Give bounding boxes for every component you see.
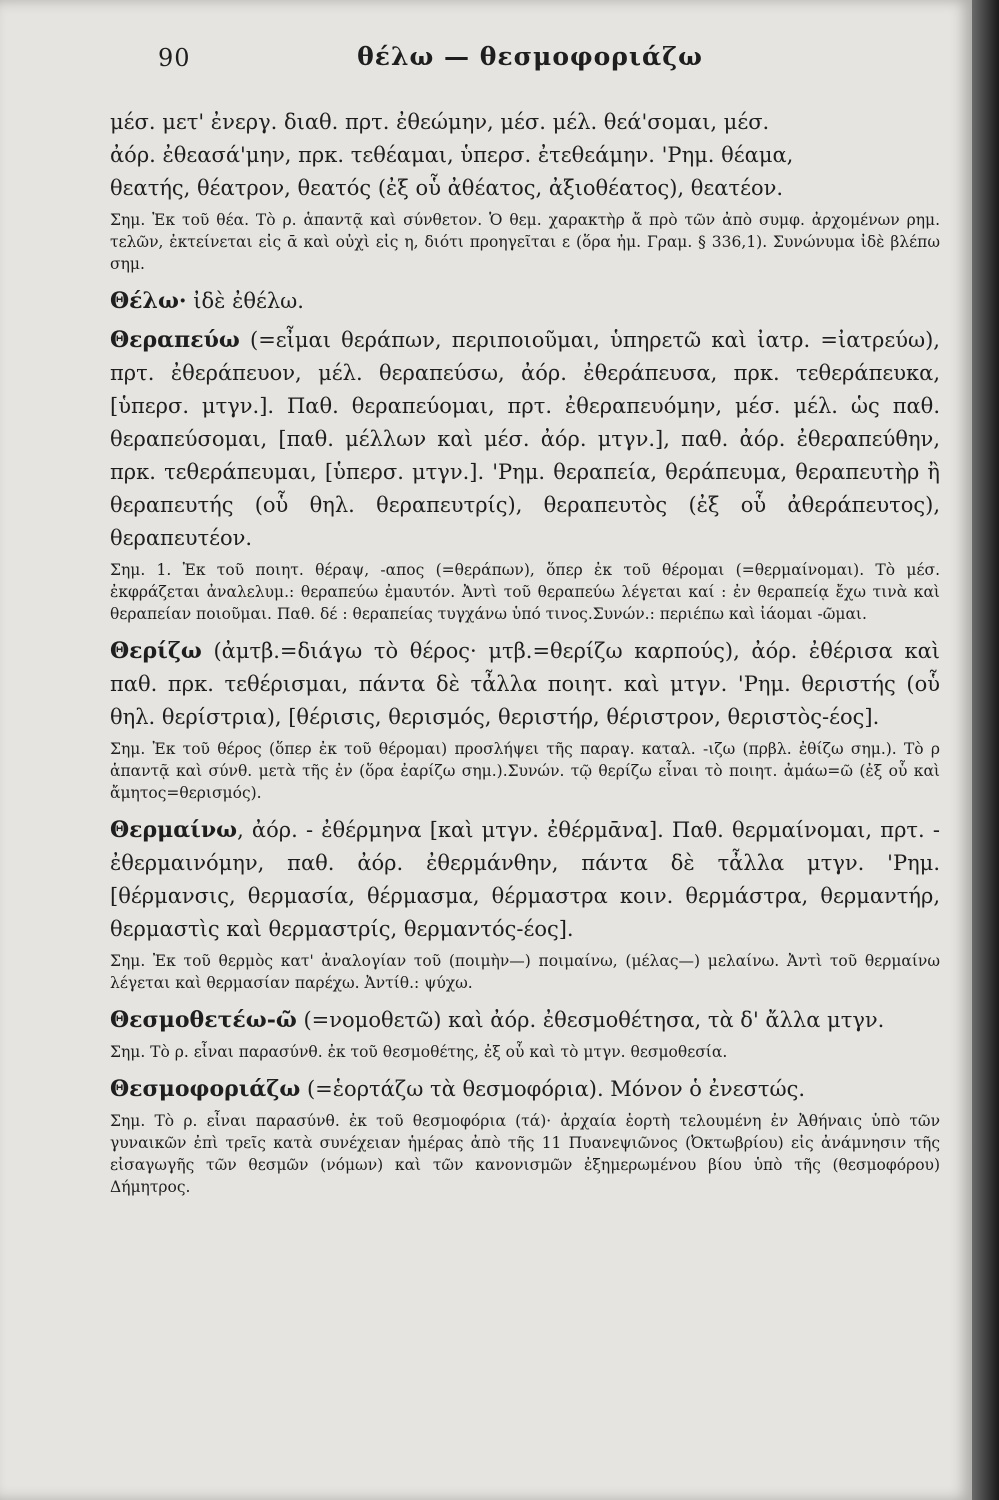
entry-note: Σημ. Τὸ ρ. εἶναι παρασύνθ. ἐκ τοῦ θεσμοθέτης, ἐξ οὗ καὶ τὸ μτγν. θεσμοθεσία. xyxy=(110,1043,728,1061)
intro-line: ἀόρ. ἐθεασά'μην, πρκ. τεθέαμαι, ὑπερσ. ἐτεθεάμην. 'Ρημ. θέαμα, xyxy=(110,143,794,167)
intro-line: θεατής, θέατρον, θεατός (ἐξ οὗ ἀθέατος, ἀξιοθέατος), θεατέον. xyxy=(110,176,784,200)
entry-text: ἰδὲ ἐθέλω. xyxy=(186,289,304,313)
page-content xyxy=(110,106,940,1208)
running-head: θέλω — θεσμοφοριάζω xyxy=(357,42,703,71)
entry-therapeuo xyxy=(110,324,940,625)
page-header xyxy=(110,42,950,82)
entry-headword: Θέλω· xyxy=(110,288,187,314)
entry-thermaino xyxy=(110,814,940,994)
entry-note: Σημ. Τὸ ρ. εἶναι παρασύνθ. ἐκ τοῦ θεσμοφόρια (τά)· ἀρχαία ἑορτὴ τελουμένη ἐν Ἀθήναις ὑπὸ τῶν γυναικῶν ἐπὶ τρεῖς κατὰ συνέχειαν ἡμέρας ἀπὸ τῆς 11 Πυανεψιῶνος (Ὀκτωβρίου) εἰς ἀνάμνησιν τῆς εἰσαγωγῆς τῶν θεσμῶν (νόμων) καὶ τῶν κανονισμῶν ἐξημερωμένου βίου ὑπὸ τῆς (θεσμοφόρου) Δήμητρος. xyxy=(110,1112,940,1196)
entry-therizo xyxy=(110,635,940,804)
intro-note: Σημ. Ἐκ τοῦ θέα. Τὸ ρ. ἁπαντᾷ καὶ σύνθετον. Ὁ θεμ. χαρακτὴρ ἄ πρὸ τῶν ἀπὸ συμφ. ἀρχομένων ρημ. τελῶν, ἐκτείνεται εἰς ᾱ καὶ οὐχὶ εἰς η, διότι προηγεῖται ε (ὅρα ἠμ. Γραμ. § 336,1). Συνώνυμα ἰδὲ βλέπω σημ. xyxy=(110,211,940,273)
entry-text: (=νομοθετῶ) καὶ ἀόρ. ἐθεσμοθέτησα, τὰ δ' ἄλλα μτγν. xyxy=(296,1008,885,1032)
entry-headword: Θεσμοφοριάζω xyxy=(110,1076,301,1102)
entry-headword: Θεραπεύω xyxy=(110,327,240,353)
entry-headword: Θεσμοθετέω-ῶ xyxy=(110,1007,297,1033)
intro-line: μέσ. μετ' ἐνεργ. διαθ. πρτ. ἐθεώμην, μέσ. μέλ. θεά'σομαι, μέσ. xyxy=(110,110,770,134)
entry-text: (=ἑορτάζω τὰ θεσμοφόρια). Μόνον ὁ ἐνεστώς. xyxy=(300,1077,806,1101)
entry-text: , ἀόρ. - ἐθέρμηνα [καὶ μτγν. ἐθέρμᾱνα]. Παθ. θερμαίνομαι, πρτ. - ἐθερμαινόμην, παθ. ἀόρ. ἐθερμάνθην, πάντα δὲ τἆλλα μτγν. 'Ρημ. [θέρμανσις, θερμασία, θέρμασμα, θέρμαστρα κοιν. θερμάστρα, θερμαντήρ, θερμαστὶς καὶ θερμαστρίς, θερμαντός-έος]. xyxy=(110,818,940,941)
entry-text: (ἀμτβ.=διάγω τὸ θέρος· μτβ.=θερίζω καρπούς), ἀόρ. ἐθέρισα καὶ παθ. πρκ. τεθέρισμαι, πάντα δὲ τἆλλα ποιητ. καὶ μτγν. 'Ρημ. θεριστής (οὗ θηλ. θερίστρια), [θέρισις, θερισμός, θεριστήρ, θέριστρον, θεριστὸς-έος]. xyxy=(110,639,940,729)
page-edge-shadow xyxy=(972,0,999,1500)
intro-block xyxy=(110,106,940,275)
entry-note: Σημ. 1. Ἐκ τοῦ ποιητ. θέραψ, -απος (=θεράπων), ὅπερ ἐκ τοῦ θέρομαι (=θερμαίνομαι). Τὸ μέσ. ἐκφράζεται ἀναλελυμ.: θεραπεύω ἐμαυτόν. Ἀντὶ τοῦ θεραπεύω λέγεται καί : ἐν θεραπείᾳ ἔχω τινὰ καὶ θεραπείαν ποιοῦμαι. Παθ. δέ : θεραπείας τυγχάνω ὑπό τινος.Συνών.: περιέπω καὶ ἰάομαι -ῶμαι. xyxy=(110,561,940,623)
entry-thesmophoriazo xyxy=(110,1073,940,1198)
entry-headword: Θερίζω xyxy=(110,638,202,664)
entry-thelo xyxy=(110,285,940,324)
page-number: 90 xyxy=(158,44,191,72)
entry-text: (=εἶμαι θεράπων, περιποιοῦμαι, ὑπηρετῶ καὶ ἰατρ. =ἰατρεύω), πρτ. ἐθεράπευον, μέλ. θεραπεύσω, ἀόρ. ἐθεράπευσα, πρκ. τεθεράπευκα, [ὑπερσ. μτγν.]. Παθ. θεραπεύομαι, πρτ. ἐθεραπευόμην, μέσ. μέλ. ὡς παθ. θεραπεύσομαι, [παθ. μέλλων καὶ μέσ. ἀόρ. μτγν.], παθ. ἀόρ. ἐθεραπεύθην, πρκ. τεθεράπευμαι, [ὑπερσ. μτγν.]. 'Ρημ. θεραπεία, θεράπευμα, θεραπευτὴρ ἢ θεραπευτής (οὗ θηλ. θεραπευτρίς), θεραπευτὸς (ἐξ οὗ ἀθεράπευτος), θεραπευτέον. xyxy=(110,328,940,550)
entry-note: Σημ. Ἐκ τοῦ θέρος (ὅπερ ἐκ τοῦ θέρομαι) προσλήψει τῆς παραγ. καταλ. -ιζω (πρβλ. ἐθίζω σημ.). Τὸ ρ ἁπαντᾷ καὶ σύνθ. μετὰ τῆς ἐν (ὅρα ἐαρίζω σημ.).Συνών. τῷ θερίζω εἶναι τὸ ποιητ. ἀμάω=ῶ (ἐξ οὗ καὶ ἄμητος=θερισμός). xyxy=(110,740,940,802)
entry-note: Σημ. Ἐκ τοῦ θερμὸς κατ' ἀναλογίαν τοῦ (ποιμὴν—) ποιμαίνω, (μέλας—) μελαίνω. Ἀντὶ τοῦ θερμαίνω λέγεται καὶ θερμασίαν παρέχω. Ἀντίθ.: ψύχω. xyxy=(110,952,940,992)
entry-headword: Θερμαίνω xyxy=(110,817,238,843)
entry-thesmotheteo xyxy=(110,1004,940,1063)
